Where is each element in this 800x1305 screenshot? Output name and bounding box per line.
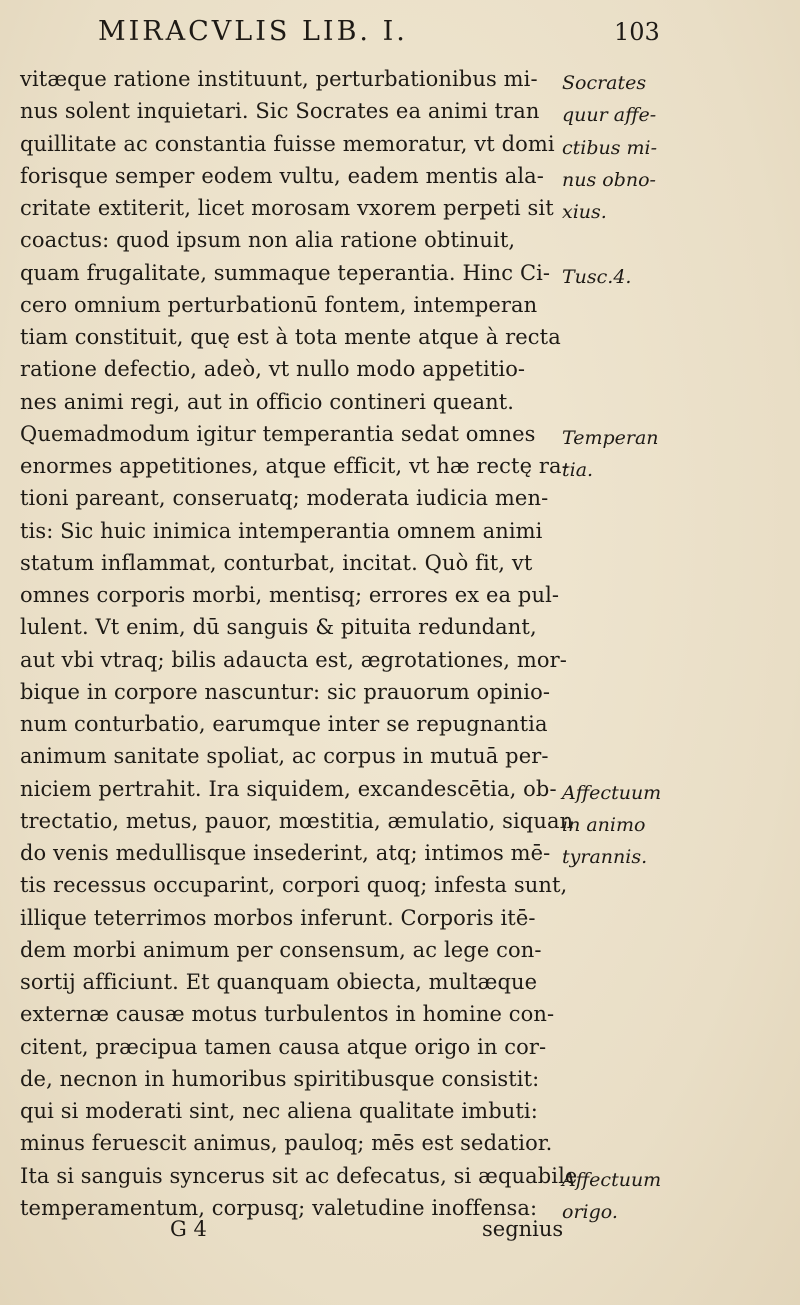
catchword: segnius (482, 1217, 564, 1241)
margin-note: ctibus mi- (562, 136, 658, 159)
text-line: critate extiterit, licet morosam vxorem perpeti sit (20, 196, 554, 220)
text-line: forisque semper eodem vultu, eadem mentis ala- (20, 163, 545, 188)
text-line: niciem pertrahit. Ira siquidem, excandescētia, ob- (20, 776, 557, 801)
page-header (98, 16, 658, 56)
margin-note: Tusc.4. (562, 265, 632, 288)
text-line: num conturbatio, earumque inter se repugnantia (20, 712, 548, 736)
text-line: cero omnium perturbationū fontem, intemperan (20, 292, 538, 317)
margin-note: tia. (562, 459, 594, 481)
text-line: do venis medullisque insederint, atq; intimos mē- (20, 841, 551, 865)
page-number: 103 (614, 18, 660, 46)
running-head: MIRACVLIS LIB. I. (98, 16, 408, 47)
text-line: statum inflammat, conturbat, incitat. Quò fit, vt (20, 550, 533, 575)
margin-note: origo. (562, 1200, 618, 1223)
text-line: omnes corporis morbi, mentisq; errores ex ea pul- (20, 583, 560, 607)
text-line: ratione defectio, adeò, vt nullo modo appetitio- (20, 357, 526, 382)
page-footer (0, 1217, 800, 1253)
text-line: lulent. Vt enim, dū sanguis & pituita redundant, (20, 615, 537, 640)
margin-note: xius. (562, 201, 607, 223)
text-line: dem morbi animum per consensum, ac lege con- (20, 937, 542, 962)
text-line: enormes appetitiones, atque efficit, vt hæ rectę ra- (20, 454, 569, 478)
text-line: bique in corpore nascuntur: sic prauorum opinio- (20, 679, 551, 704)
text-line: temperamentum, corpusq; valetudine inoffensa: (20, 1195, 538, 1220)
text-line: de, necnon in humoribus spiritibusque consistit: (20, 1066, 540, 1091)
text-line: quillitate ac constantia fuisse memoratur, vt domi (20, 131, 555, 156)
text-line: tioni pareant, conseruatq; moderata iudicia men- (20, 486, 549, 511)
margin-note: Affectuum (562, 781, 662, 804)
text-line: externæ causæ motus turbulentos in homine con- (20, 1002, 555, 1027)
text-line: tiam constituit, quę est à tota mente atque à recta (20, 325, 561, 349)
text-line: Quemadmodum igitur temperantia sedat omnes (20, 421, 536, 446)
text-line: trectatio, metus, pauor, mœstitia, æmulatio, siquan (20, 808, 574, 833)
text-line: tis: Sic huic inimica intemperantia omnem animi (20, 518, 543, 543)
margin-note: Temperan (562, 426, 659, 449)
text-line: tis recessus occuparint, corpori quoq; infesta sunt, (20, 873, 568, 898)
text-line: minus feruescit animus, pauloq; mēs est sedatior. (20, 1131, 553, 1156)
text-line: Ita si sanguis syncerus sit ac defecatus, si æquabile (20, 1163, 578, 1188)
signature-mark: G 4 (170, 1217, 207, 1241)
margin-note: nus obno- (562, 168, 656, 191)
text-line: citent, præcipua tamen causa atque origo in cor- (20, 1034, 547, 1059)
margin-note: Socrates (562, 72, 647, 94)
text-line: sortij afficiunt. Et quanquam obiecta, multæque (20, 970, 538, 994)
text-line: qui si moderati sint, nec aliena qualitate imbuti: (20, 1099, 538, 1123)
main-text-block (20, 63, 578, 1224)
margin-note: tyrannis. (562, 846, 648, 868)
text-line: nus solent inquietari. Sic Socrates ea animi tran (20, 99, 540, 124)
text-line: quam frugalitate, summaque teperantia. Hinc Ci- (20, 260, 551, 285)
text-line: nes animi regi, aut in officio contineri queant. (20, 389, 515, 414)
margin-note: in animo (562, 813, 646, 836)
text-line: coactus: quod ipsum non alia ratione obtinuit, (20, 228, 516, 253)
margin-note: quur affe- (562, 104, 657, 127)
margin-note: Affectuum (562, 1168, 662, 1191)
text-line: animum sanitate spoliat, ac corpus in mutuā per- (20, 744, 549, 769)
text-line: vitæque ratione instituunt, perturbationibus mi- (20, 67, 538, 91)
text-line: aut vbi vtraq; bilis adaucta est, ægrotationes, mor- (20, 647, 567, 672)
text-line: illique teterrimos morbos inferunt. Corporis itē- (20, 905, 536, 930)
